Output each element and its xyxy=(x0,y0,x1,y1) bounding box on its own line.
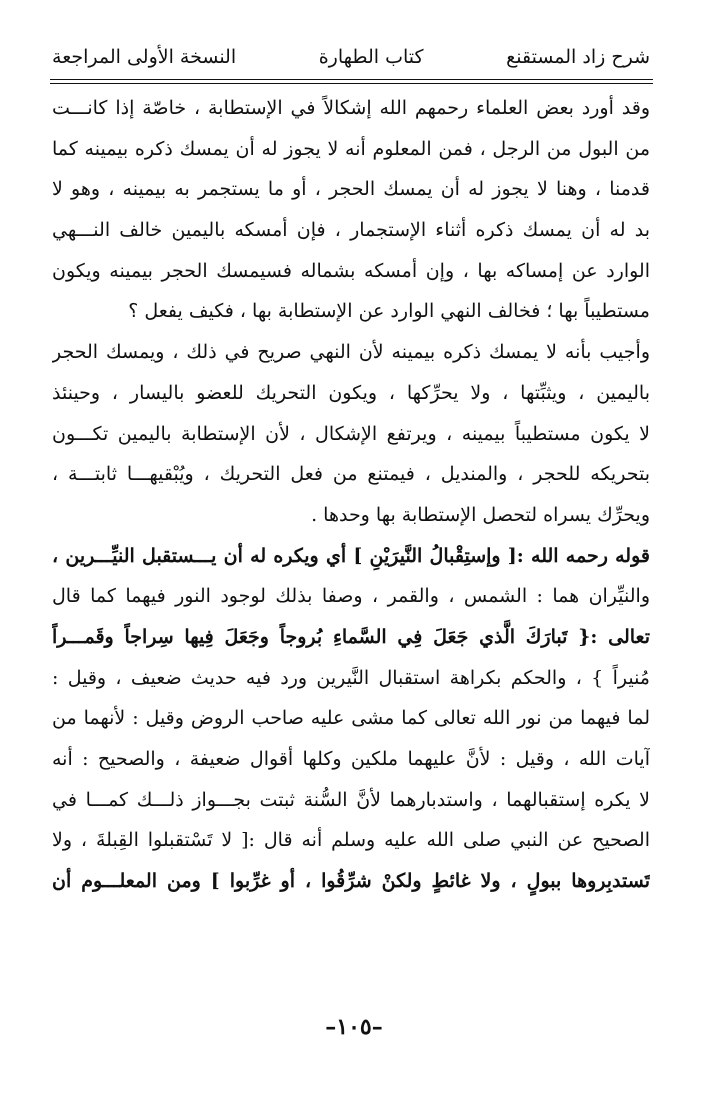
text-line: وأجيب بأنه لا يمسك ذكره بيمينه لأن النهي صريح في ذلك ، ويمسك الحجر xyxy=(52,341,650,364)
text-line: من البول من الرجل ، فمن المعلوم أنه لا يجوز له أن يمسك ذكره بيمينه كما xyxy=(52,137,650,160)
text-line: والنيِّران هما : الشمس ، والقمر ، وصفا بذلك لوجود النور فيهما كما قال xyxy=(52,585,650,608)
text-line: الوارد عن إمساكه بها ، وإن أمسكه بشماله فسيمسك الحجر بيمينه ويكون xyxy=(52,259,650,282)
hadith-line: الصحيح عن النبي صلى الله عليه وسلم أنه قال :[ لا تَسْتقبلوا القِبلةَ ، ولا xyxy=(52,829,650,852)
header-edition: النسخة الأولى المراجعة xyxy=(52,46,237,68)
text-line: مستطيباً بها ؛ فخالف النهي الوارد عن الإستطابة بها ، فكيف يفعل ؟ xyxy=(128,300,650,323)
text-line: آيات الله ، وقيل : لأنَّ عليهما ملكين وكلها أقوال ضعيفة ، والصحيح : أنه xyxy=(52,748,650,770)
text-line: لما فيهما من نور الله تعالى كما مشى عليه صاحب الروض وقيل : لأنهما من xyxy=(52,707,650,730)
text-line: لا يكون مستطيباً بيمينه ، ويرتفع الإشكال ، لأن الإستطابة باليمين تكـــون xyxy=(52,422,650,445)
header-book-title: شرح زاد المستقنع xyxy=(506,46,650,68)
hadith-line: تَستدبِروها ببولٍ ، ولا غائطٍ ولكنْ شرِّقُوا ، أو غرِّبوا ] ومن المعلـــوم أن xyxy=(52,870,650,893)
quran-verse-line: تعالى :{ تَبارَكَ الَّذي جَعَلَ فِي السَّماءِ بُروجاً وجَعَلَ فِيها سِراجاً وقَمـــراً xyxy=(52,625,650,648)
text-line: قوله رحمه الله :[ وإستِقْبالُ النَّيرَيْنِ ] أي ويكره له أن يـــستقبل النيِّـــرين ، xyxy=(52,544,650,567)
header-rule xyxy=(50,79,653,80)
text-line: بد له أن يمسك ذكره أثناء الإستجمار ، فإن أمسكه باليمين خالف النـــهي xyxy=(52,219,650,242)
text-line: بتحريكه للحجر ، والمنديل ، فيمتنع من فعل التحريك ، ويُبْقيهـــا ثابتـــة ، xyxy=(52,463,650,486)
text-line: ويحرِّك يسراه لتحصل الإستطابة بها وحدها . xyxy=(311,503,650,526)
text-line: وقد أورد بعض العلماء رحمهم الله إشكالاً في الإستطابة ، خاصّة إذا كانـــت xyxy=(52,97,650,119)
text-line: قدمنا ، وهنا لا يجوز له أن يمسك الحجر ، أو ما يستجمر به بيمينه ، وهو لا xyxy=(52,178,650,201)
text-line: باليمين ، ويثبِّتها ، ولا يحرِّكها ، ويكون التحريك للعضو باليسار ، وحينئذ xyxy=(52,381,650,404)
body-text xyxy=(52,88,650,902)
text-line: لا يكره إستقبالهما ، واستدبارهما لأنَّ السُّنة ثبتت بجـــواز ذلـــك كمـــا في xyxy=(52,788,650,811)
header-rule-double xyxy=(50,83,653,84)
text-line: مُنيراً } ، والحكم بكراهة استقبال النَّيرين ورد فيه حديث ضعيف ، وقيل : xyxy=(52,666,650,689)
running-header xyxy=(52,40,650,74)
header-chapter: كتاب الطهارة xyxy=(318,46,424,68)
page-number: –١٠٥– xyxy=(325,1014,383,1040)
